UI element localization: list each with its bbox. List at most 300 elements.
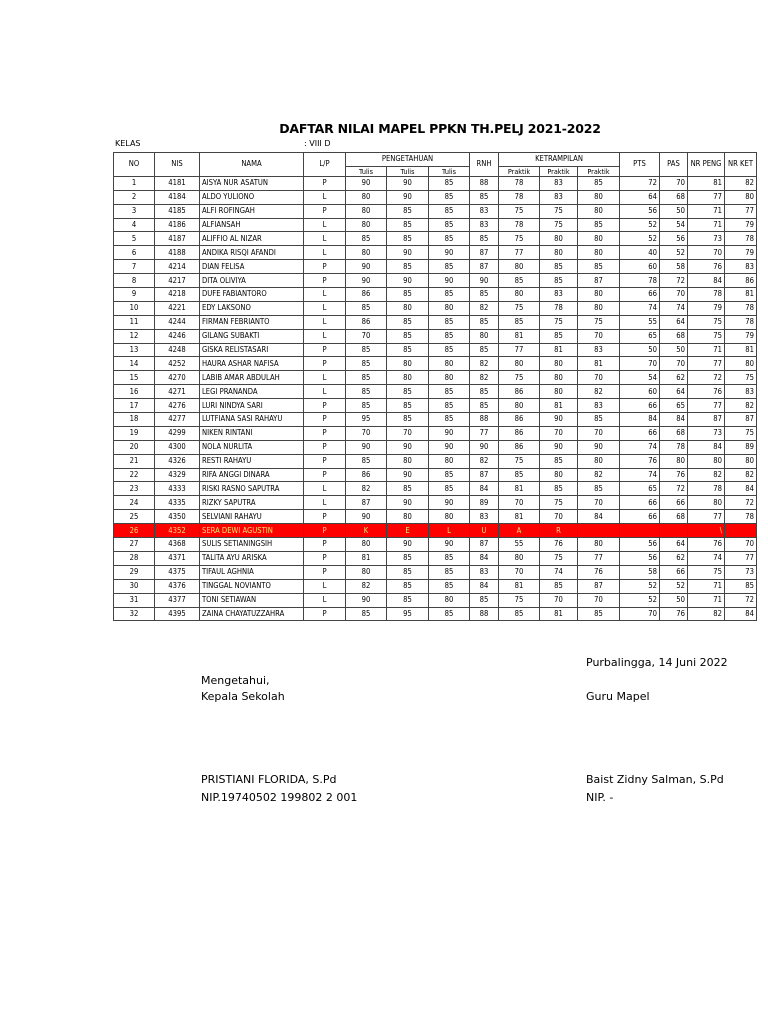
cell-praktik-1: 85 <box>499 607 540 621</box>
cell-no: 25 <box>114 510 155 524</box>
cell-nr-ket: 72 <box>725 593 757 607</box>
cell-nis: 4270 <box>155 371 200 385</box>
cell-nr-peng: 77 <box>688 399 725 413</box>
cell-tulis-1: K <box>346 524 387 538</box>
cell-nama: GISKA RELISTASARI <box>200 343 304 357</box>
cell-nama: DITA OLIVIYA <box>200 274 304 288</box>
table-row <box>114 204 757 218</box>
cell-rnh: 84 <box>470 551 499 565</box>
cell-praktik-1: 70 <box>499 565 540 579</box>
cell-nr-ket: 78 <box>725 510 757 524</box>
cell-praktik-2: 76 <box>540 538 578 552</box>
cell-rnh: 77 <box>470 426 499 440</box>
table-row <box>114 510 757 524</box>
table-row <box>114 579 757 593</box>
header-row-1 <box>114 153 757 167</box>
cell-nis: 4221 <box>155 301 200 315</box>
cell-praktik-2: 75 <box>540 496 578 510</box>
cell-lp: L <box>304 496 346 510</box>
cell-pts: 54 <box>620 371 660 385</box>
cell-rnh: 87 <box>470 468 499 482</box>
cell-nr-peng: 77 <box>688 190 725 204</box>
table-row <box>114 440 757 454</box>
cell-tulis-1: 85 <box>346 301 387 315</box>
cell-pas <box>660 524 688 538</box>
header-nis: NIS <box>155 153 200 177</box>
cell-praktik-3: 80 <box>578 538 620 552</box>
table-row <box>114 607 757 621</box>
cell-no: 5 <box>114 232 155 246</box>
cell-praktik-3: 80 <box>578 232 620 246</box>
cell-nis: 4300 <box>155 440 200 454</box>
kepala-sekolah-label: Kepala Sekolah <box>201 690 285 703</box>
cell-praktik-1: 75 <box>499 301 540 315</box>
cell-praktik-2: 75 <box>540 218 578 232</box>
cell-nr-peng: 76 <box>688 260 725 274</box>
cell-nr-ket: 77 <box>725 204 757 218</box>
header-praktik-1: Praktik <box>499 166 540 176</box>
cell-nama: DUFE FABIANTORO <box>200 288 304 302</box>
cell-tulis-2: 90 <box>387 468 429 482</box>
table-row <box>114 524 757 538</box>
cell-nama: AISYA NUR ASATUN <box>200 176 304 190</box>
cell-tulis-2: 80 <box>387 510 429 524</box>
cell-pts: 60 <box>620 260 660 274</box>
cell-praktik-1: 86 <box>499 413 540 427</box>
cell-tulis-1: 90 <box>346 274 387 288</box>
cell-tulis-1: 90 <box>346 593 387 607</box>
cell-lp: L <box>304 329 346 343</box>
cell-nis: 4371 <box>155 551 200 565</box>
cell-praktik-2: 83 <box>540 190 578 204</box>
cell-praktik-3: 80 <box>578 301 620 315</box>
cell-pts: 72 <box>620 176 660 190</box>
cell-rnh: 83 <box>470 204 499 218</box>
cell-lp: L <box>304 232 346 246</box>
cell-pas: 65 <box>660 399 688 413</box>
cell-nr-peng: 77 <box>688 357 725 371</box>
cell-tulis-2: E <box>387 524 429 538</box>
cell-praktik-2: 75 <box>540 551 578 565</box>
cell-tulis-3: 85 <box>429 176 470 190</box>
cell-rnh: 82 <box>470 371 499 385</box>
cell-pts: 52 <box>620 232 660 246</box>
cell-no: 17 <box>114 399 155 413</box>
cell-tulis-3: 90 <box>429 274 470 288</box>
table-row <box>114 385 757 399</box>
table-row <box>114 426 757 440</box>
header-pas: PAS <box>660 153 688 177</box>
cell-nr-ket: 77 <box>725 551 757 565</box>
cell-praktik-2: 70 <box>540 510 578 524</box>
cell-nis: 4335 <box>155 496 200 510</box>
cell-tulis-3: 85 <box>429 565 470 579</box>
cell-nama: TONI SETIAWAN <box>200 593 304 607</box>
cell-lp: L <box>304 315 346 329</box>
cell-tulis-2: 85 <box>387 551 429 565</box>
cell-tulis-3: 90 <box>429 426 470 440</box>
cell-nr-peng: 76 <box>688 538 725 552</box>
cell-pas: 66 <box>660 565 688 579</box>
cell-pts: 52 <box>620 579 660 593</box>
cell-praktik-3: 83 <box>578 399 620 413</box>
cell-tulis-1: 70 <box>346 426 387 440</box>
cell-lp: P <box>304 468 346 482</box>
cell-pas: 66 <box>660 496 688 510</box>
cell-tulis-1: 81 <box>346 551 387 565</box>
cell-pas: 64 <box>660 385 688 399</box>
cell-pas: 50 <box>660 204 688 218</box>
cell-nr-ket: 87 <box>725 413 757 427</box>
cell-nama: RIFA ANGGI DINARA <box>200 468 304 482</box>
cell-rnh: 83 <box>470 510 499 524</box>
cell-tulis-2: 90 <box>387 496 429 510</box>
cell-rnh: 83 <box>470 565 499 579</box>
cell-tulis-1: 87 <box>346 496 387 510</box>
cell-nama: SULIS SETIANINGSIH <box>200 538 304 552</box>
cell-praktik-1: 81 <box>499 579 540 593</box>
cell-pas: 64 <box>660 315 688 329</box>
cell-praktik-3: 70 <box>578 593 620 607</box>
cell-no: 2 <box>114 190 155 204</box>
cell-nis: 4376 <box>155 579 200 593</box>
cell-tulis-3: 80 <box>429 371 470 385</box>
cell-nr-ket: 83 <box>725 385 757 399</box>
cell-tulis-1: 80 <box>346 246 387 260</box>
cell-nis: 4188 <box>155 246 200 260</box>
cell-rnh: 82 <box>470 454 499 468</box>
cell-tulis-3: 85 <box>429 190 470 204</box>
table-row <box>114 218 757 232</box>
table-row <box>114 288 757 302</box>
cell-praktik-3: 80 <box>578 454 620 468</box>
cell-pas: 68 <box>660 426 688 440</box>
kelas-label: KELAS <box>115 139 141 148</box>
cell-praktik-3: 82 <box>578 468 620 482</box>
cell-nama: GILANG SUBAKTI <box>200 329 304 343</box>
cell-nis: 4186 <box>155 218 200 232</box>
cell-nama: RISKI RASNO SAPUTRA <box>200 482 304 496</box>
cell-pas: 76 <box>660 468 688 482</box>
table-row <box>114 593 757 607</box>
cell-praktik-2: 80 <box>540 385 578 399</box>
cell-nr-peng: 73 <box>688 426 725 440</box>
cell-tulis-2: 80 <box>387 454 429 468</box>
cell-nis: 4248 <box>155 343 200 357</box>
cell-pas: 56 <box>660 232 688 246</box>
cell-praktik-1: 85 <box>499 315 540 329</box>
cell-praktik-2: 75 <box>540 315 578 329</box>
cell-tulis-1: 82 <box>346 579 387 593</box>
cell-tulis-1: 85 <box>346 371 387 385</box>
cell-nr-peng: 74 <box>688 551 725 565</box>
cell-no: 11 <box>114 315 155 329</box>
cell-praktik-1: A <box>499 524 540 538</box>
cell-nis: 4184 <box>155 190 200 204</box>
cell-pts: 60 <box>620 385 660 399</box>
cell-praktik-2: 70 <box>540 426 578 440</box>
cell-nr-peng: 80 <box>688 454 725 468</box>
cell-praktik-2: 81 <box>540 399 578 413</box>
cell-pas: 62 <box>660 551 688 565</box>
cell-tulis-3: 85 <box>429 468 470 482</box>
mengetahui-label: Mengetahui, <box>201 674 270 687</box>
cell-pas: 50 <box>660 593 688 607</box>
cell-no: 7 <box>114 260 155 274</box>
cell-tulis-2: 95 <box>387 607 429 621</box>
cell-tulis-1: 85 <box>346 385 387 399</box>
cell-praktik-2: 80 <box>540 468 578 482</box>
cell-lp: P <box>304 538 346 552</box>
cell-nr-peng: 75 <box>688 329 725 343</box>
cell-praktik-2: 74 <box>540 565 578 579</box>
cell-nr-peng: 78 <box>688 482 725 496</box>
table-row <box>114 246 757 260</box>
cell-no: 8 <box>114 274 155 288</box>
cell-nr-ket: 85 <box>725 579 757 593</box>
cell-pas: 70 <box>660 357 688 371</box>
cell-tulis-1: 85 <box>346 357 387 371</box>
cell-no: 21 <box>114 454 155 468</box>
cell-pas: 84 <box>660 413 688 427</box>
cell-tulis-2: 85 <box>387 579 429 593</box>
cell-tulis-2: 85 <box>387 413 429 427</box>
cell-praktik-3: 82 <box>578 385 620 399</box>
cell-tulis-2: 90 <box>387 440 429 454</box>
cell-rnh: 85 <box>470 385 499 399</box>
cell-tulis-1: 90 <box>346 510 387 524</box>
cell-praktik-2: 85 <box>540 329 578 343</box>
cell-praktik-3: 85 <box>578 413 620 427</box>
cell-no: 18 <box>114 413 155 427</box>
cell-tulis-1: 80 <box>346 190 387 204</box>
cell-nr-peng: 77 <box>688 510 725 524</box>
cell-pts: 65 <box>620 482 660 496</box>
cell-rnh: 82 <box>470 301 499 315</box>
cell-praktik-3 <box>578 524 620 538</box>
cell-pts: 74 <box>620 440 660 454</box>
cell-tulis-3: 85 <box>429 607 470 621</box>
cell-rnh: 82 <box>470 357 499 371</box>
cell-tulis-2: 90 <box>387 190 429 204</box>
cell-no: 31 <box>114 593 155 607</box>
cell-nr-ket <box>725 524 757 538</box>
cell-lp: P <box>304 524 346 538</box>
cell-nr-peng: 73 <box>688 232 725 246</box>
cell-nama: TIFAUL AGHNIA <box>200 565 304 579</box>
cell-nama: ALFIANSAH <box>200 218 304 232</box>
cell-tulis-1: 86 <box>346 468 387 482</box>
table-row <box>114 399 757 413</box>
cell-pts: 64 <box>620 190 660 204</box>
cell-no: 24 <box>114 496 155 510</box>
cell-rnh: 83 <box>470 218 499 232</box>
cell-nama: ANDIKA RISQI AFANDI <box>200 246 304 260</box>
principal-name: PRISTIANI FLORIDA, S.Pd <box>201 773 337 786</box>
cell-tulis-1: 95 <box>346 413 387 427</box>
cell-lp: L <box>304 190 346 204</box>
cell-pts: 56 <box>620 551 660 565</box>
cell-praktik-3: 80 <box>578 190 620 204</box>
cell-rnh: 90 <box>470 274 499 288</box>
cell-nis: 4217 <box>155 274 200 288</box>
cell-lp: L <box>304 371 346 385</box>
cell-praktik-2: 80 <box>540 357 578 371</box>
cell-praktik-1: 77 <box>499 246 540 260</box>
cell-tulis-2: 90 <box>387 246 429 260</box>
header-lp: L/P <box>304 153 346 177</box>
cell-nr-peng: 79 <box>688 301 725 315</box>
cell-no: 9 <box>114 288 155 302</box>
cell-lp: P <box>304 260 346 274</box>
cell-nama: NIKEN RINTANI <box>200 426 304 440</box>
header-no: NO <box>114 153 155 177</box>
cell-nr-peng: 82 <box>688 607 725 621</box>
cell-nis: 4333 <box>155 482 200 496</box>
header-nr-peng: NR PENG <box>688 153 725 177</box>
cell-praktik-2: 80 <box>540 371 578 385</box>
cell-tulis-3: 80 <box>429 301 470 315</box>
cell-praktik-3: 80 <box>578 246 620 260</box>
cell-praktik-3: 80 <box>578 288 620 302</box>
cell-nama: NOLA NURLITA <box>200 440 304 454</box>
cell-lp: L <box>304 385 346 399</box>
cell-praktik-3: 77 <box>578 551 620 565</box>
cell-nama: ALIFFIO AL NIZAR <box>200 232 304 246</box>
cell-tulis-1: 85 <box>346 343 387 357</box>
table-row <box>114 538 757 552</box>
cell-praktik-1: 81 <box>499 510 540 524</box>
cell-tulis-2: 85 <box>387 204 429 218</box>
cell-tulis-3: 90 <box>429 538 470 552</box>
cell-praktik-1: 86 <box>499 440 540 454</box>
cell-tulis-2: 90 <box>387 176 429 190</box>
table-row <box>114 496 757 510</box>
cell-tulis-3: 85 <box>429 579 470 593</box>
cell-praktik-3: 84 <box>578 510 620 524</box>
cell-tulis-2: 85 <box>387 218 429 232</box>
cell-tulis-2: 85 <box>387 232 429 246</box>
table-row <box>114 482 757 496</box>
cell-nr-peng: 87 <box>688 413 725 427</box>
cell-nr-peng: 75 <box>688 315 725 329</box>
cell-pts: 70 <box>620 607 660 621</box>
cell-praktik-2: 83 <box>540 288 578 302</box>
cell-no: 1 <box>114 176 155 190</box>
cell-tulis-1: 86 <box>346 315 387 329</box>
cell-tulis-1: 80 <box>346 538 387 552</box>
cell-nr-peng: 72 <box>688 371 725 385</box>
cell-no: 27 <box>114 538 155 552</box>
cell-praktik-1: 80 <box>499 288 540 302</box>
cell-tulis-3: 85 <box>429 329 470 343</box>
cell-rnh: 80 <box>470 329 499 343</box>
header-rnh: RNH <box>470 153 499 177</box>
cell-rnh: 87 <box>470 260 499 274</box>
cell-pas: 64 <box>660 538 688 552</box>
cell-pts: 66 <box>620 288 660 302</box>
cell-nis: 4350 <box>155 510 200 524</box>
cell-no: 6 <box>114 246 155 260</box>
cell-praktik-2: 83 <box>540 176 578 190</box>
cell-nr-ket: 75 <box>725 371 757 385</box>
cell-nr-peng: 82 <box>688 468 725 482</box>
cell-pts: 58 <box>620 565 660 579</box>
cell-nis: 4218 <box>155 288 200 302</box>
cell-nama: EDY LAKSONO <box>200 301 304 315</box>
cell-tulis-1: 85 <box>346 454 387 468</box>
cell-pts: 66 <box>620 426 660 440</box>
cell-no: 23 <box>114 482 155 496</box>
cell-no: 32 <box>114 607 155 621</box>
cell-pts: 66 <box>620 496 660 510</box>
cell-nis: 4181 <box>155 176 200 190</box>
cell-nis: 4246 <box>155 329 200 343</box>
table-row <box>114 329 757 343</box>
cell-nama: TINGGAL NOVIANTO <box>200 579 304 593</box>
header-pts: PTS <box>620 153 660 177</box>
table-row <box>114 274 757 288</box>
cell-lp: L <box>304 579 346 593</box>
cell-nr-peng: 71 <box>688 218 725 232</box>
cell-tulis-1: 90 <box>346 260 387 274</box>
cell-nis: 4375 <box>155 565 200 579</box>
cell-lp: L <box>304 288 346 302</box>
cell-nis: 4368 <box>155 538 200 552</box>
cell-tulis-2: 80 <box>387 357 429 371</box>
cell-nr-ket: 86 <box>725 274 757 288</box>
cell-pas: 68 <box>660 190 688 204</box>
cell-tulis-3: 80 <box>429 454 470 468</box>
cell-pas: 76 <box>660 607 688 621</box>
cell-nama: RIZKY SAPUTRA <box>200 496 304 510</box>
table-row <box>114 468 757 482</box>
cell-no: 22 <box>114 468 155 482</box>
cell-tulis-1: 80 <box>346 204 387 218</box>
cell-nis: 4326 <box>155 454 200 468</box>
cell-lp: P <box>304 343 346 357</box>
cell-nama: FIRMAN FEBRIANTO <box>200 315 304 329</box>
cell-pas: 74 <box>660 301 688 315</box>
cell-tulis-1: 85 <box>346 399 387 413</box>
cell-nr-peng: 80 <box>688 496 725 510</box>
table-row <box>114 343 757 357</box>
cell-praktik-3: 83 <box>578 343 620 357</box>
cell-nr-ket: 75 <box>725 426 757 440</box>
cell-praktik-3: 85 <box>578 176 620 190</box>
cell-nr-ket: 80 <box>725 190 757 204</box>
guru-mapel-label: Guru Mapel <box>586 690 650 703</box>
cell-rnh: 88 <box>470 413 499 427</box>
cell-praktik-3: 75 <box>578 315 620 329</box>
cell-nama: ZAINA CHAYATUZZAHRA <box>200 607 304 621</box>
cell-praktik-3: 87 <box>578 274 620 288</box>
header-nama: NAMA <box>200 153 304 177</box>
cell-no: 15 <box>114 371 155 385</box>
cell-tulis-3: 85 <box>429 413 470 427</box>
cell-tulis-3: 80 <box>429 593 470 607</box>
cell-tulis-2: 85 <box>387 565 429 579</box>
cell-praktik-3: 70 <box>578 496 620 510</box>
cell-rnh: 84 <box>470 579 499 593</box>
cell-praktik-1: 75 <box>499 204 540 218</box>
cell-tulis-3: 90 <box>429 496 470 510</box>
cell-pas: 70 <box>660 176 688 190</box>
cell-tulis-3: 85 <box>429 482 470 496</box>
teacher-nip: NIP. - <box>586 791 614 804</box>
cell-praktik-1: 86 <box>499 385 540 399</box>
cell-no: 3 <box>114 204 155 218</box>
